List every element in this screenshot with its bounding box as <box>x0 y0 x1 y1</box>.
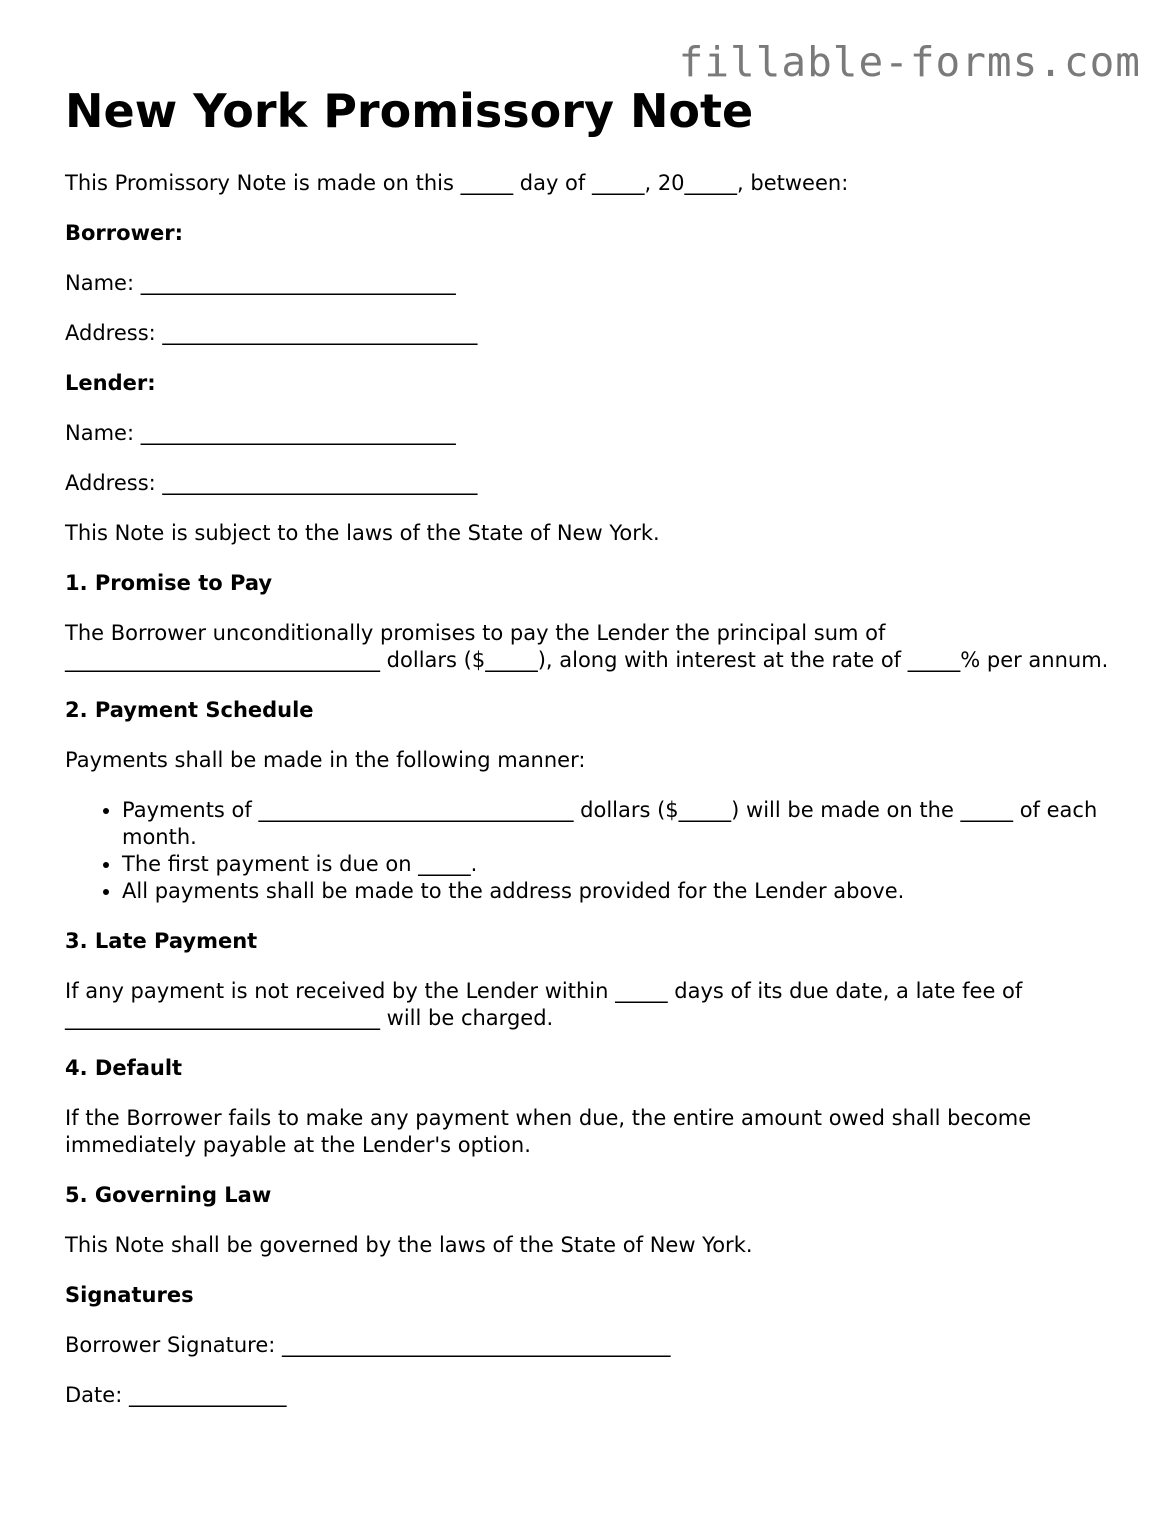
section-governing-text: This Note shall be governed by the laws of the State of New York. <box>65 1233 753 1257</box>
date-field[interactable]: Date: _______________ <box>65 1383 287 1407</box>
section-governing-heading: 5. Governing Law <box>65 1183 272 1207</box>
section-late-text[interactable]: If any payment is not received by the Lender within _____ days of its due date, a late fee of ______________________________ will be charged. <box>65 979 1023 1030</box>
section-default-text: If the Borrower fails to make any payment when due, the entire amount owed shall become immediately payable at the Lender's option. <box>65 1106 1032 1157</box>
borrower-heading: Borrower: <box>65 221 183 245</box>
section-schedule-text: Payments shall be made in the following manner: <box>65 748 586 772</box>
intro-paragraph: This Promissory Note is made on this _____ day of _____, 20_____, between: <box>65 171 849 195</box>
section-late-heading: 3. Late Payment <box>65 929 258 953</box>
list-item[interactable]: • Payments of ______________________________ dollars ($_____) will be made on the _____ of each month. <box>122 797 1125 851</box>
section-default-heading: 4. Default <box>65 1056 183 1080</box>
section-promise-text[interactable]: The Borrower unconditionally promises to pay the Lender the principal sum of ______________________________ dollars ($_____), along with interest at the rate of _____% per annum. <box>65 621 1109 672</box>
lender-heading: Lender: <box>65 371 156 395</box>
list-item: • All payments shall be made to the address provided for the Lender above. <box>122 878 1125 905</box>
borrower-name-field[interactable]: Name: ______________________________ <box>65 271 456 295</box>
lender-name-field[interactable]: Name: ______________________________ <box>65 421 456 445</box>
borrower-address-field[interactable]: Address: ______________________________ <box>65 321 478 345</box>
borrower-signature-field[interactable]: Borrower Signature: _____________________________________ <box>65 1333 671 1357</box>
schedule-list <box>65 797 1125 905</box>
document <box>65 80 1125 1409</box>
signatures-heading: Signatures <box>65 1283 194 1307</box>
lender-address-field[interactable]: Address: ______________________________ <box>65 471 478 495</box>
section-promise-heading: 1. Promise to Pay <box>65 571 273 595</box>
section-schedule-heading: 2. Payment Schedule <box>65 698 314 722</box>
list-item[interactable]: • The first payment is due on _____. <box>122 851 1125 878</box>
page-title: New York Promissory Note <box>65 84 754 138</box>
watermark: fillable-forms.com <box>678 38 1141 86</box>
laws-statement: This Note is subject to the laws of the State of New York. <box>65 521 660 545</box>
